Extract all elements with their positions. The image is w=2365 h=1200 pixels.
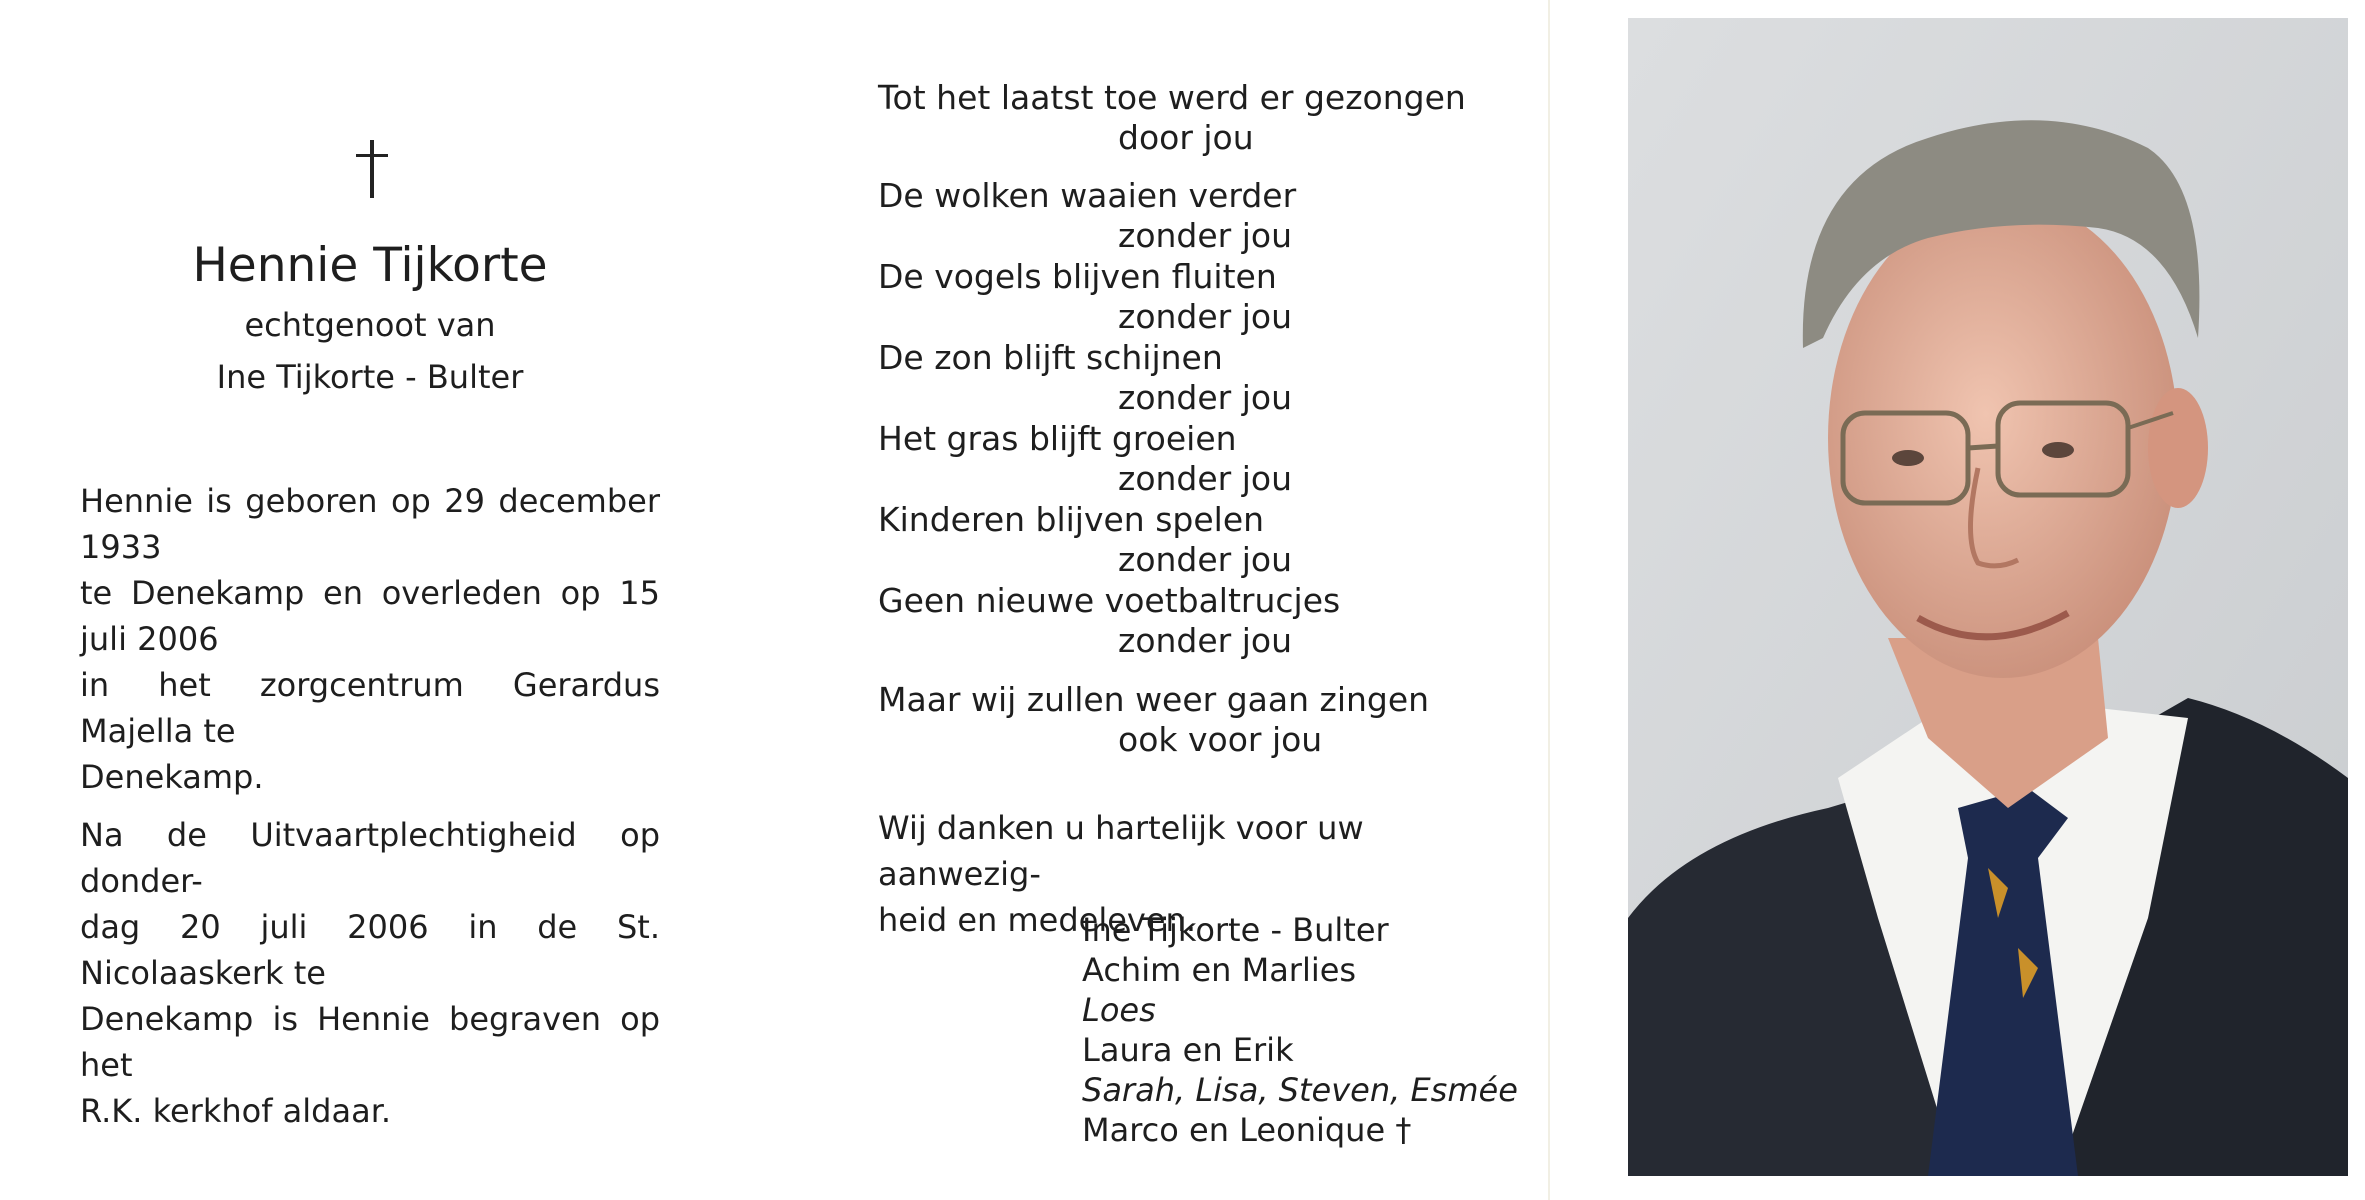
spouse-label: echtgenoot van <box>244 306 496 344</box>
funeral-line: Na de Uitvaartplechtigheid op donder- <box>80 816 660 900</box>
funeral-line: dag 20 juli 2006 in de St. Nicolaaskerk te <box>80 908 660 992</box>
deceased-name: Hennie Tijkorte <box>192 238 548 293</box>
poem-refrain: zonder jou <box>1118 297 1293 336</box>
poem-refrain: zonder jou <box>1118 216 1293 255</box>
poem-line: De vogels blijven fluiten <box>878 257 1277 296</box>
bio-paragraph <box>80 478 660 800</box>
poem-refrain: zonder jou <box>1118 540 1293 579</box>
bio-line: te Denekamp en overleden op 15 juli 2006 <box>80 574 660 658</box>
family-list <box>1082 910 1518 1150</box>
thanks-line: Wij danken u hartelijk voor uw aanwezig- <box>878 809 1364 893</box>
poem-line: De zon blijft schijnen <box>878 338 1223 377</box>
poem-refrain: zonder jou <box>1118 378 1293 417</box>
bio-line: in het zorgcentrum Gerardus Majella te <box>80 666 660 750</box>
poem-refrain: door jou <box>1118 118 1254 157</box>
bio-line: Denekamp. <box>80 758 264 796</box>
funeral-paragraph <box>80 812 660 1134</box>
cross-icon <box>370 140 374 198</box>
family-member: Achim en Marlies <box>1082 951 1357 989</box>
family-member: Ine Tijkorte - Bulter <box>1082 911 1389 949</box>
thanks-line: heid en medeleven. <box>878 901 1196 939</box>
poem-line: Geen nieuwe voetbaltrucjes <box>878 581 1341 620</box>
spouse-name: Ine Tijkorte - Bulter <box>216 358 524 396</box>
poem-refrain: ook voor jou <box>1118 720 1323 759</box>
poem-line: Kinderen blijven spelen <box>878 500 1265 539</box>
bio-line: Hennie is geboren op 29 december 1933 <box>80 482 660 566</box>
poem-refrain: zonder jou <box>1118 459 1293 498</box>
family-member: Marco en Leonique † <box>1082 1111 1412 1149</box>
funeral-line: Denekamp is Hennie begraven op het <box>80 1000 660 1084</box>
family-member: Loes <box>1082 991 1156 1029</box>
poem-line: De wolken waaien verder <box>878 176 1297 215</box>
poem-line: Tot het laatst toe werd er gezongen <box>878 78 1466 117</box>
funeral-line: R.K. kerkhof aldaar. <box>80 1092 392 1130</box>
family-member: Sarah, Lisa, Steven, Esmée <box>1082 1071 1518 1109</box>
family-member: Laura en Erik <box>1082 1031 1294 1069</box>
portrait-photo <box>1628 18 2348 1176</box>
poem-line: Het gras blijft groeien <box>878 419 1237 458</box>
poem-line: Maar wij zullen weer gaan zingen <box>878 680 1430 719</box>
poem-refrain: zonder jou <box>1118 621 1293 660</box>
fold-divider <box>1548 0 1550 1200</box>
